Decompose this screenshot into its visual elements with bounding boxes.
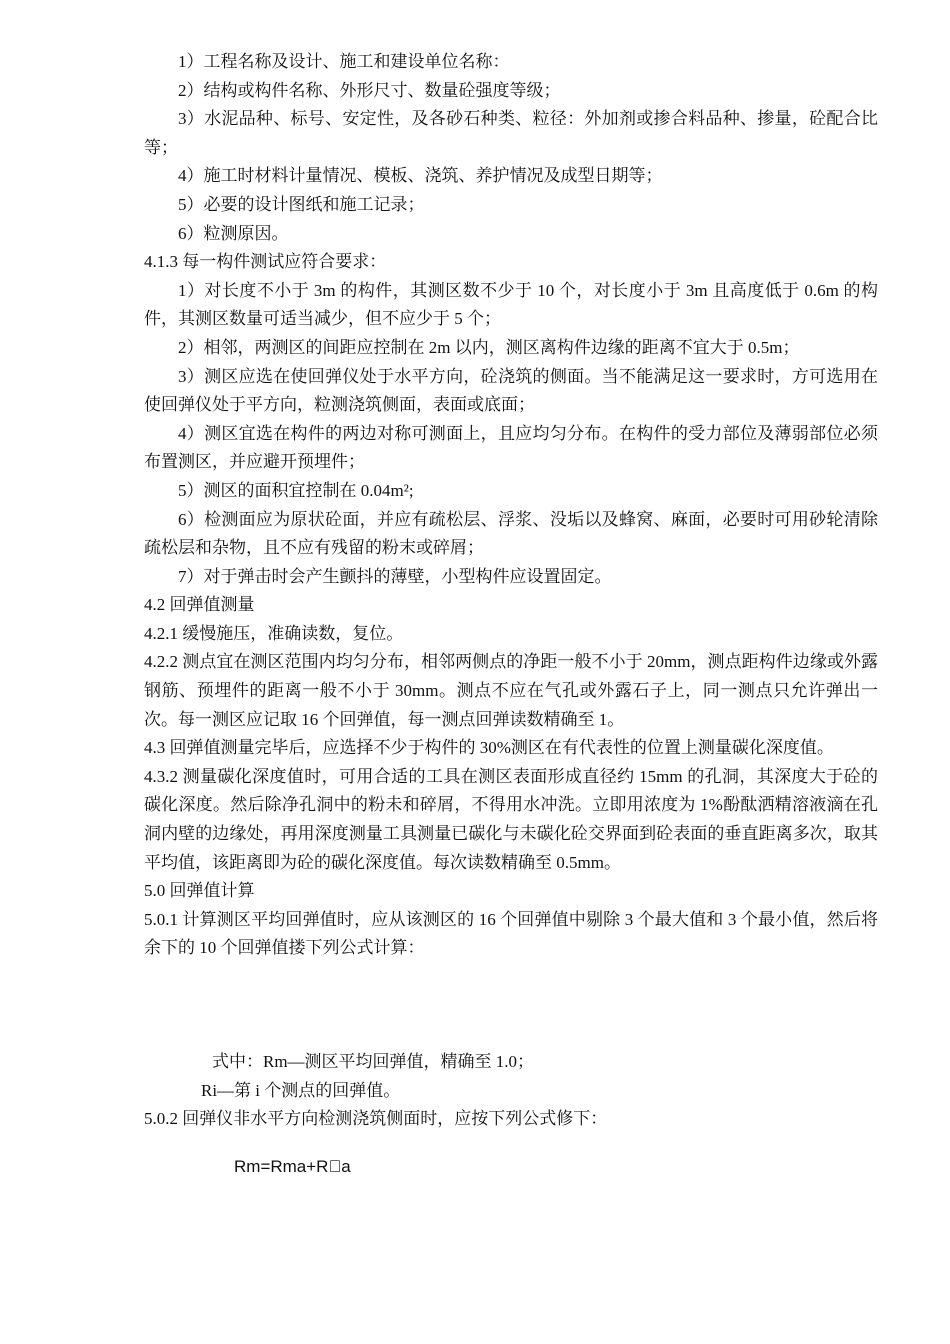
paragraph: 2）结构或构件名称、外形尺寸、数量砼强度等级； [178, 80, 561, 100]
paragraph: 4）测区宜选在构件的两边对称可测面上，且应均匀分布。在构件的受力部位及薄弱部位必须布置测区，并应避开预埋件； [144, 423, 878, 472]
formula-note-ri: Ri—第 i 个测点的回弹值。 [201, 1080, 401, 1100]
paragraph: 4）施工时材料计量情况、模板、浇筑、养护情况及成型日期等； [178, 166, 663, 186]
paragraph: 6）粒测原因。 [178, 223, 289, 243]
document-page [144, 48, 878, 1200]
paragraph: 2）相邻，两测区的间距应控制在 2m 以内，测区离构件边缘的距离不宜大于 0.5m； [178, 337, 800, 357]
section-5-0-2: 5.0.2 回弹仪非水平方向检测浇筑侧面时，应按下列公式修下： [144, 1109, 608, 1129]
paragraph: 1）对长度不小于 3m 的构件，其测区数不少于 10 个，对长度小于 3m 且高度低于 0.6m 的构件，其测区数量可适当减少，但不应少于 5 个； [144, 280, 878, 329]
paragraph: 3）水泥品种、标号、安定性，及各砂石种类、粒径：外加剂或掺合料品种、掺量，砼配合比等； [144, 109, 878, 157]
paragraph: 6）检测面应为原状砼面，并应有疏松层、浮浆、没垢以及蜂窝、麻面，必要时可用砂轮清除疏松层和杂物，且不应有残留的粉末或碎屑； [144, 509, 878, 558]
paragraph: 4.3.2 测量碳化深度值时，可用合适的工具在测区表面形成直径约 15mm 的孔洞，其深度大于砼的碳化深度。然后除净孔洞中的粉未和碎屑，不得用水冲洗。立即用浓度为 1%酚酞洒精溶液滴在孔洞内壁的边缘处，再用深度测量工具测量已碳化与未碳化砼交界面到砼表面的垂直距离多次，取其平均值，该距离即为砼的碳化深度值。每次读数精确至 0.5mm。 [144, 766, 878, 872]
paragraph: 4.3 回弹值测量完毕后，应选择不少于构件的 30%测区在有代表性的位置上测量碳化深度值。 [144, 738, 834, 758]
paragraph: 5）测区的面积宜控制在 0.04m²; [178, 480, 414, 500]
paragraph: 4.2 回弹值测量 [144, 595, 255, 615]
paragraph: 1）工程名称及设计、施工和建设单位名称： [178, 52, 510, 71]
paragraph: 7）对于弹击时会产生颤抖的薄壁，小型构件应设置固定。 [178, 566, 612, 586]
paragraph: 4.2.2 测点宜在测区范围内均匀分布，相邻两侧点的净距一般不小于 20mm，测点距构件边缘或外露钢筋、预埋件的距离一般不小于 30mm。测点不应在气孔或外露石子上，同一测点只允许弹出一次。每一测区应记取 16 个回弹值，每一测点回弹读数精确至 1。 [144, 652, 878, 729]
paragraph: 3）测区应选在使回弹仪处于水平方向，砼浇筑的侧面。当不能满足这一要求时，方可选用在使回弹仪处于平方向，粒测浇筑侧面，表面或底面； [144, 366, 878, 415]
formula-image-gap [144, 963, 878, 1048]
paragraph: 5）必要的设计图纸和施工记录； [178, 194, 425, 214]
paragraph: 5.0 回弹值计算 [144, 881, 255, 901]
paragraph: 4.2.1 缓慢施压，准确读数，复位。 [144, 623, 404, 643]
formula-note-rm: 式中：Rm—测区平均回弹值，精确至 1.0； [212, 1052, 535, 1071]
paragraph: 4.1.3 每一构件测试应符合要求： [144, 252, 387, 272]
document-body [144, 48, 878, 963]
formula-rm-correction: Rm=Rma+R a [234, 1156, 351, 1176]
paragraph: 5.0.1 计算测区平均回弹值时，应从该测区的 16 个回弹值中剔除 3 个最大值和 3 个最小值，然后将余下的 10 个回弹值搂下列公式计算： [144, 909, 878, 958]
